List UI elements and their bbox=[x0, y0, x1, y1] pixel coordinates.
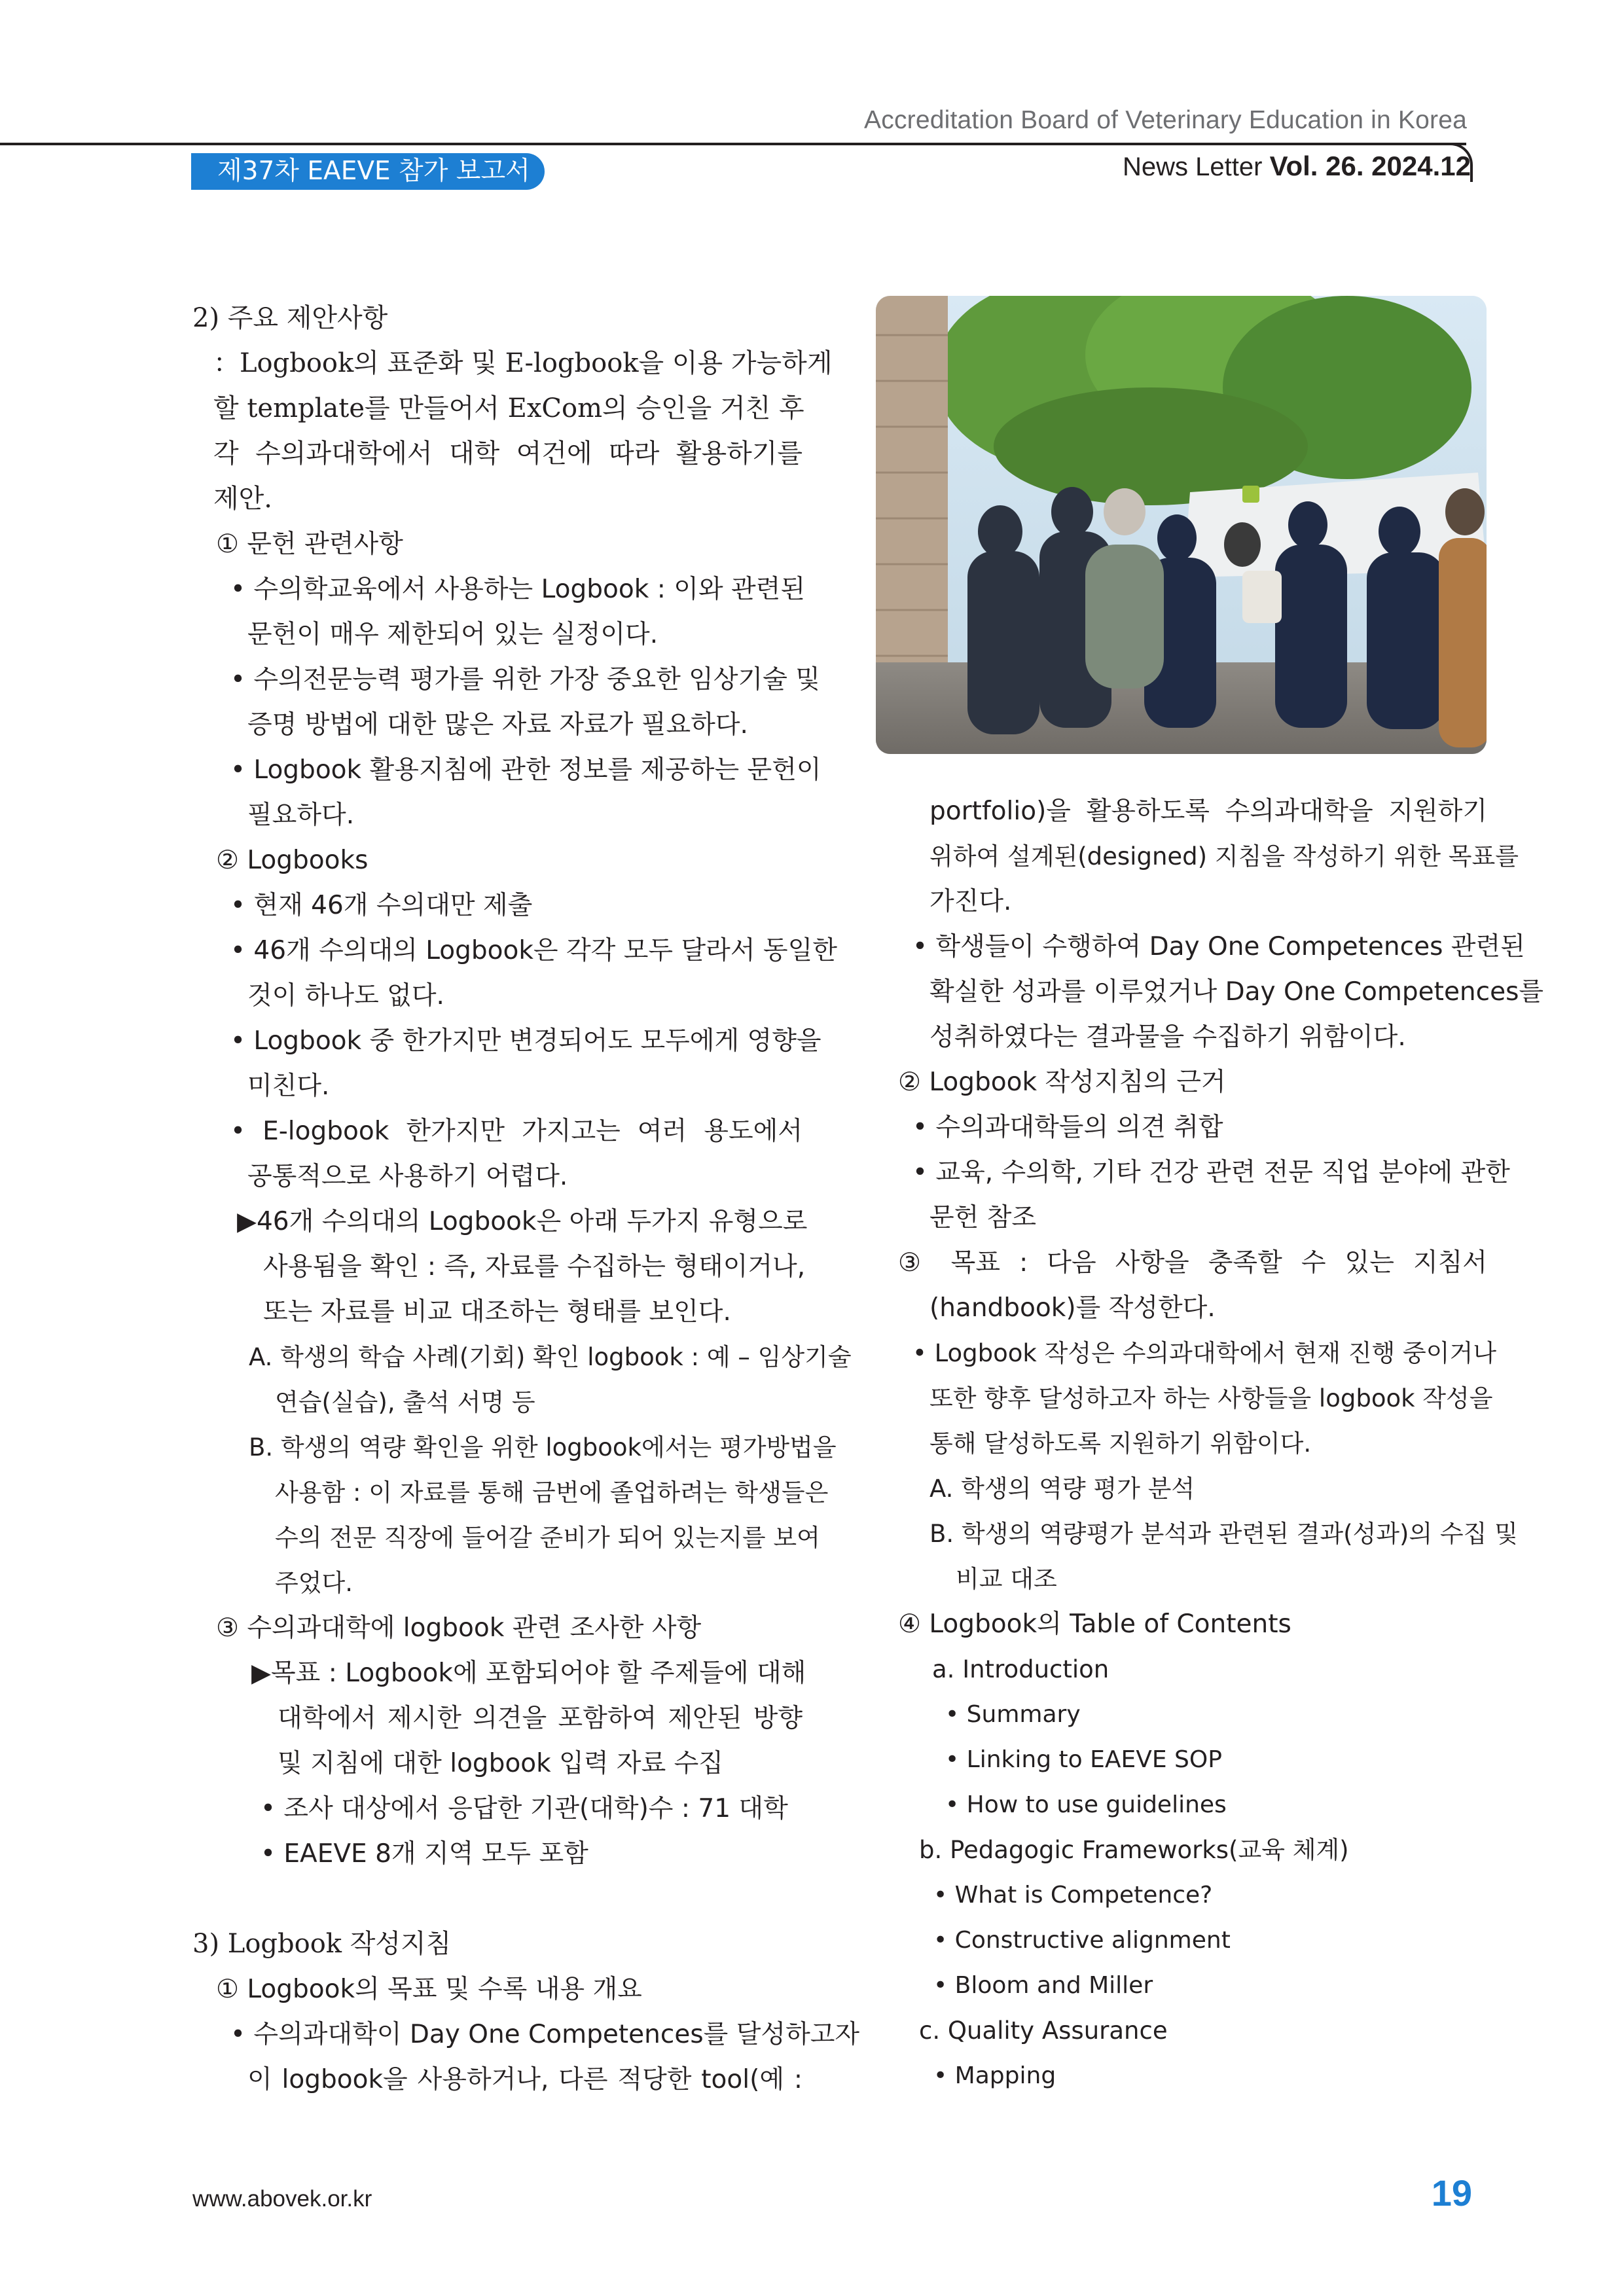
lettered-item: A. 학생의 역량 평가 분석 bbox=[929, 1475, 1195, 1503]
bullet-continuation: 통해 달성하도록 지원하기 위함이다. bbox=[929, 1429, 1312, 1458]
bullet-continuation: 공통적으로 사용하기 어렵다. bbox=[247, 1162, 568, 1191]
arrow-item: ▶46개 수의대의 Logbook은 아래 두가지 유형으로 bbox=[237, 1207, 808, 1236]
bullet-line: • 수의과대학이 Day One Competences를 달성하고자 bbox=[230, 2020, 860, 2049]
newsletter-issue bbox=[1123, 151, 1471, 182]
toc-item: • How to use guidelines bbox=[945, 1791, 1227, 1818]
bullet-line: • Logbook 중 한가지만 변경되어도 모두에게 영향을 bbox=[230, 1026, 821, 1056]
bullet-line: • 학생들이 수행하여 Day One Competences 관련된 bbox=[912, 932, 1525, 961]
bullet-continuation: 필요하다. bbox=[247, 800, 355, 830]
bullet-line: • 수의전문능력 평가를 위한 가장 중요한 임상기술 및 bbox=[230, 665, 820, 694]
toc-item: • Linking to EAEVE SOP bbox=[945, 1746, 1222, 1773]
section-heading: 3) Logbook 작성지침 bbox=[192, 1929, 452, 1959]
newsletter-label: News Letter bbox=[1123, 152, 1263, 181]
toc-section: c. Quality Assurance bbox=[919, 2017, 1168, 2045]
section-badge: 제37차 EAEVE 참가 보고서 bbox=[191, 153, 545, 190]
bullet-line: • 현재 46개 수의대만 제출 bbox=[230, 891, 533, 920]
website-url: www.abovek.or.kr bbox=[192, 2186, 372, 2212]
subsection-heading: ① Logbook의 목표 및 수록 내용 개요 bbox=[216, 1975, 642, 2004]
paragraph-line: 제안. bbox=[213, 484, 272, 514]
page-number: 19 bbox=[1431, 2172, 1472, 2214]
toc-section: b. Pedagogic Frameworks(교육 체계) bbox=[919, 1836, 1349, 1864]
lettered-item-continuation: 주었다. bbox=[275, 1569, 353, 1597]
crowd-photo-illustration bbox=[876, 296, 1487, 754]
bullet-continuation: 문헌이 매우 제한되어 있는 실정이다. bbox=[247, 620, 659, 649]
toc-item: • Bloom and Miller bbox=[933, 1972, 1153, 1999]
paragraph-line: 할 template를 만들어서 ExCom의 승인을 거친 후 bbox=[213, 393, 804, 423]
arrow-item-continuation: 사용됨을 확인 : 즉, 자료를 수집하는 형태이거나, bbox=[263, 1252, 806, 1282]
bullet-line: • Logbook 활용지침에 관한 정보를 제공하는 문헌이 bbox=[230, 755, 821, 785]
subsection-heading: ② Logbooks bbox=[216, 846, 369, 875]
arrow-item-continuation: 및 지침에 대한 logbook 입력 자료 수집 bbox=[278, 1749, 723, 1778]
bullet-continuation: 성취하였다는 결과물을 수집하기 위함이다. bbox=[929, 1022, 1406, 1052]
lettered-item-continuation: 연습(실습), 출석 서명 등 bbox=[275, 1388, 535, 1416]
lettered-item-continuation: 수의 전문 직장에 들어갈 준비가 되어 있는지를 보여 bbox=[275, 1524, 820, 1552]
header-rule bbox=[0, 143, 1466, 145]
bullet-line: • 수의과대학들의 의견 취합 bbox=[912, 1113, 1223, 1142]
lettered-item-continuation: 비교 대조 bbox=[956, 1565, 1057, 1593]
bullet-continuation: 미친다. bbox=[247, 1071, 330, 1101]
bullet-line: • 조사 대상에서 응답한 기관(대학)수 : 71 대학 bbox=[261, 1794, 788, 1823]
publisher-name: Accreditation Board of Veterinary Education in Korea bbox=[864, 106, 1467, 134]
newsletter-volume: Vol. 26. 2024.12 bbox=[1269, 151, 1471, 181]
subsection-heading: ② Logbook 작성지침의 근거 bbox=[898, 1067, 1226, 1097]
bullet-continuation: 문헌 참조 bbox=[929, 1203, 1037, 1232]
arrow-item-continuation: 또는 자료를 비교 대조하는 형태를 보인다. bbox=[263, 1297, 731, 1327]
lettered-item: A. 학생의 학습 사례(기회) 확인 logbook : 예 – 임상기술 bbox=[249, 1343, 852, 1371]
bullet-continuation: 증명 방법에 대한 많은 자료 자료가 필요하다. bbox=[247, 710, 748, 740]
subsection-heading: ① 문헌 관련사항 bbox=[216, 529, 403, 559]
bullet-line: • E-logbook 한가지만 가지고는 여러 용도에서 bbox=[230, 1117, 803, 1146]
bullet-line: • EAEVE 8개 지역 모두 포함 bbox=[261, 1839, 588, 1869]
arrow-item: ▶목표 : Logbook에 포함되어야 할 주제들에 대해 bbox=[251, 1659, 806, 1688]
bullet-continuation: 위하여 설계된(designed) 지침을 작성하기 위한 목표를 bbox=[929, 842, 1519, 870]
section-heading: 2) 주요 제안사항 bbox=[192, 303, 388, 333]
toc-item: • Mapping bbox=[933, 2062, 1056, 2089]
bullet-continuation: 가진다. bbox=[929, 887, 1012, 916]
bullet-continuation: portfolio)을 활용하도록 수의과대학을 지원하기 bbox=[929, 797, 1487, 826]
subsection-continuation: (handbook)를 작성한다. bbox=[929, 1293, 1216, 1323]
toc-item: • Summary bbox=[945, 1701, 1081, 1728]
subsection-heading: ③ 목표 : 다음 사항을 충족할 수 있는 지침서 bbox=[898, 1248, 1487, 1278]
toc-item: • Constructive alignment bbox=[933, 1927, 1231, 1954]
bullet-continuation: 확실한 성과를 이루었거나 Day One Competences를 bbox=[929, 977, 1544, 1007]
arrow-item-continuation: 대학에서 제시한 의견을 포함하여 제안된 방향 bbox=[278, 1704, 803, 1733]
bullet-continuation: 것이 하나도 없다. bbox=[247, 981, 444, 1011]
bullet-line: • 46개 수의대의 Logbook은 각각 모두 달라서 동일한 bbox=[230, 936, 837, 965]
event-photo bbox=[876, 296, 1487, 754]
bullet-continuation: 이 logbook을 사용하거나, 다른 적당한 tool(예 : bbox=[247, 2065, 803, 2094]
bullet-continuation: 또한 향후 달성하고자 하는 사항들을 logbook 작성을 bbox=[929, 1384, 1493, 1412]
bullet-line: • 수의학교육에서 사용하는 Logbook : 이와 관련된 bbox=[230, 575, 806, 604]
paragraph-line: 각 수의과대학에서 대학 여건에 따라 활용하기를 bbox=[213, 439, 803, 469]
toc-item: • What is Competence? bbox=[933, 1882, 1213, 1909]
lettered-item: B. 학생의 역량 확인을 위한 logbook에서는 평가방법을 bbox=[249, 1433, 837, 1462]
subsection-heading: ③ 수의과대학에 logbook 관련 조사한 사항 bbox=[216, 1613, 702, 1643]
toc-section: a. Introduction bbox=[932, 1655, 1110, 1683]
bullet-line: • Logbook 작성은 수의과대학에서 현재 진행 중이거나 bbox=[912, 1339, 1497, 1367]
lettered-item: B. 학생의 역량평가 분석과 관련된 결과(성과)의 수집 및 bbox=[929, 1520, 1518, 1548]
paragraph-line: ：Logbook의 표준화 및 E-logbook을 이용 가능하게 bbox=[213, 348, 833, 378]
lettered-item-continuation: 사용함 : 이 자료를 통해 금번에 졸업하려는 학생들은 bbox=[275, 1479, 829, 1507]
bullet-line: • 교육, 수의학, 기타 건강 관련 전문 직업 분야에 관한 bbox=[912, 1158, 1510, 1187]
subsection-heading: ④ Logbook의 Table of Contents bbox=[898, 1609, 1291, 1639]
